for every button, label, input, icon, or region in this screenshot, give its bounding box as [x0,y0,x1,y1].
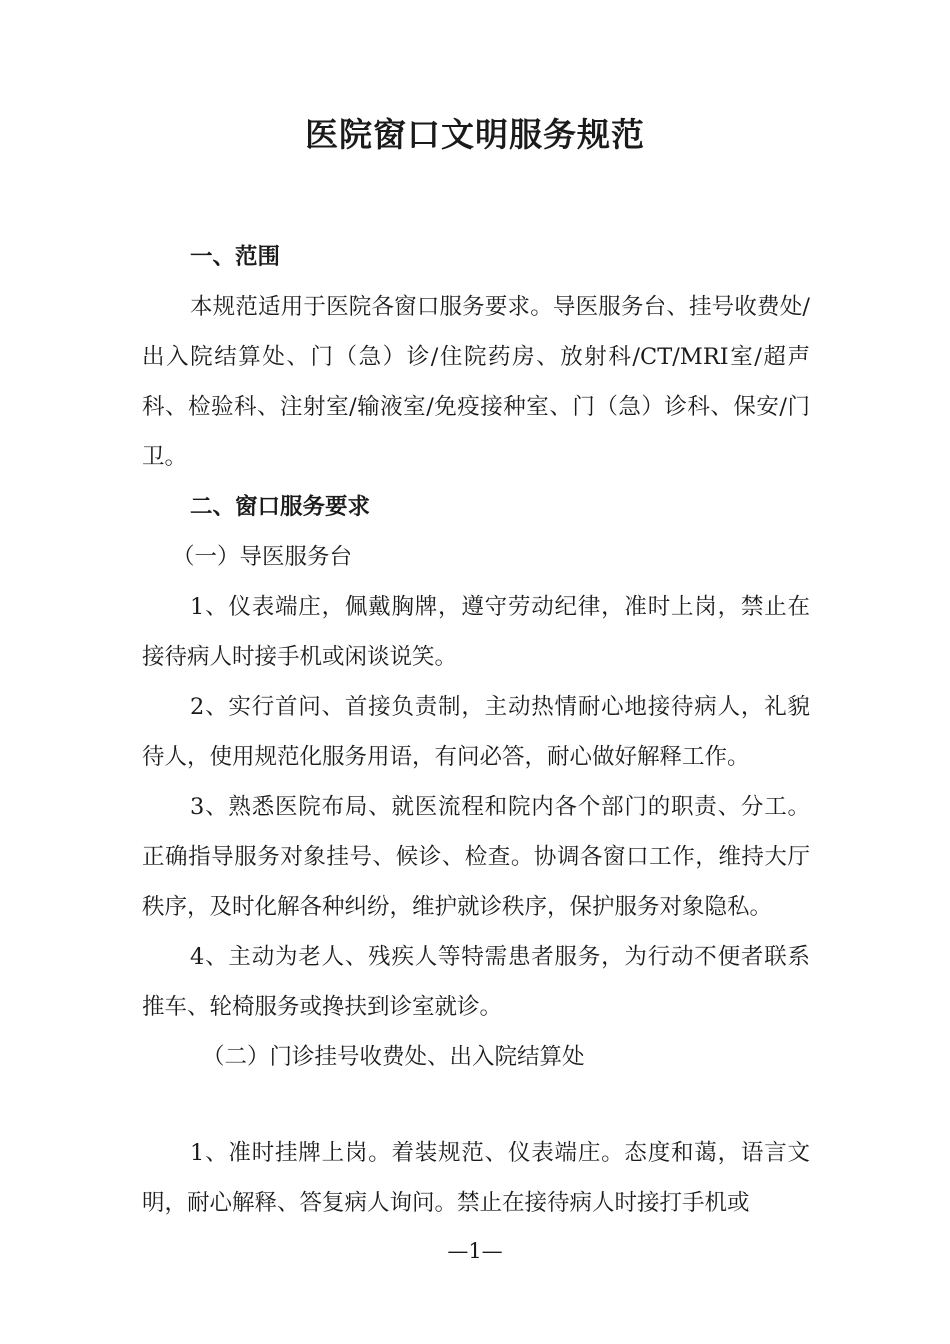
document-body [142,232,810,1228]
guide-desk-item-3: 3、熟悉医院布局、就医流程和院内各个部门的职责、分工。正确指导服务对象挂号、候诊、检查。协调各窗口工作，维持大厅秩序，及时化解各种纠纷，维护就诊秩序，保护服务对象隐私。 [142,794,810,920]
subsection-heading-guide-desk: （一）导医服务台 [172,544,353,570]
guide-desk-item-4: 4、主动为老人、残疾人等特需患者服务，为行动不便者联系推车、轮椅服务或搀扶到诊室就诊。 [142,944,810,1020]
page-number: —1— [447,1239,503,1263]
scope-paragraph: 本规范适用于医院各窗口服务要求。导医服务台、挂号收费处/出入院结算处、门（急）诊/住院药房、放射科/CT/MRI室/超声科、检验科、注射室/输液室/免疫接种室、门（急）诊科、保安/门卫。 [142,294,810,470]
document-title: 医院窗口文明服务规范 [305,115,645,154]
paragraph-gap [142,1082,810,1128]
guide-desk-item-1: 1、仪表端庄，佩戴胸牌，遵守劳动纪律，准时上岗，禁止在接待病人时接手机或闲谈说笑。 [142,594,810,670]
section-heading-scope: 一、范围 [190,244,281,270]
subsection-heading-registration: （二）门诊挂号收费处、出入院结算处 [202,1044,585,1070]
section-heading-requirements: 二、窗口服务要求 [190,494,371,520]
guide-desk-item-2: 2、实行首问、首接负责制，主动热情耐心地接待病人，礼貌待人，使用规范化服务用语，有问必答，耐心做好解释工作。 [142,694,810,770]
registration-item-1: 1、准时挂牌上岗。着装规范、仪表端庄。态度和蔼，语言文明，耐心解释、答复病人询问。禁止在接待病人时接打手机或 [142,1140,810,1216]
